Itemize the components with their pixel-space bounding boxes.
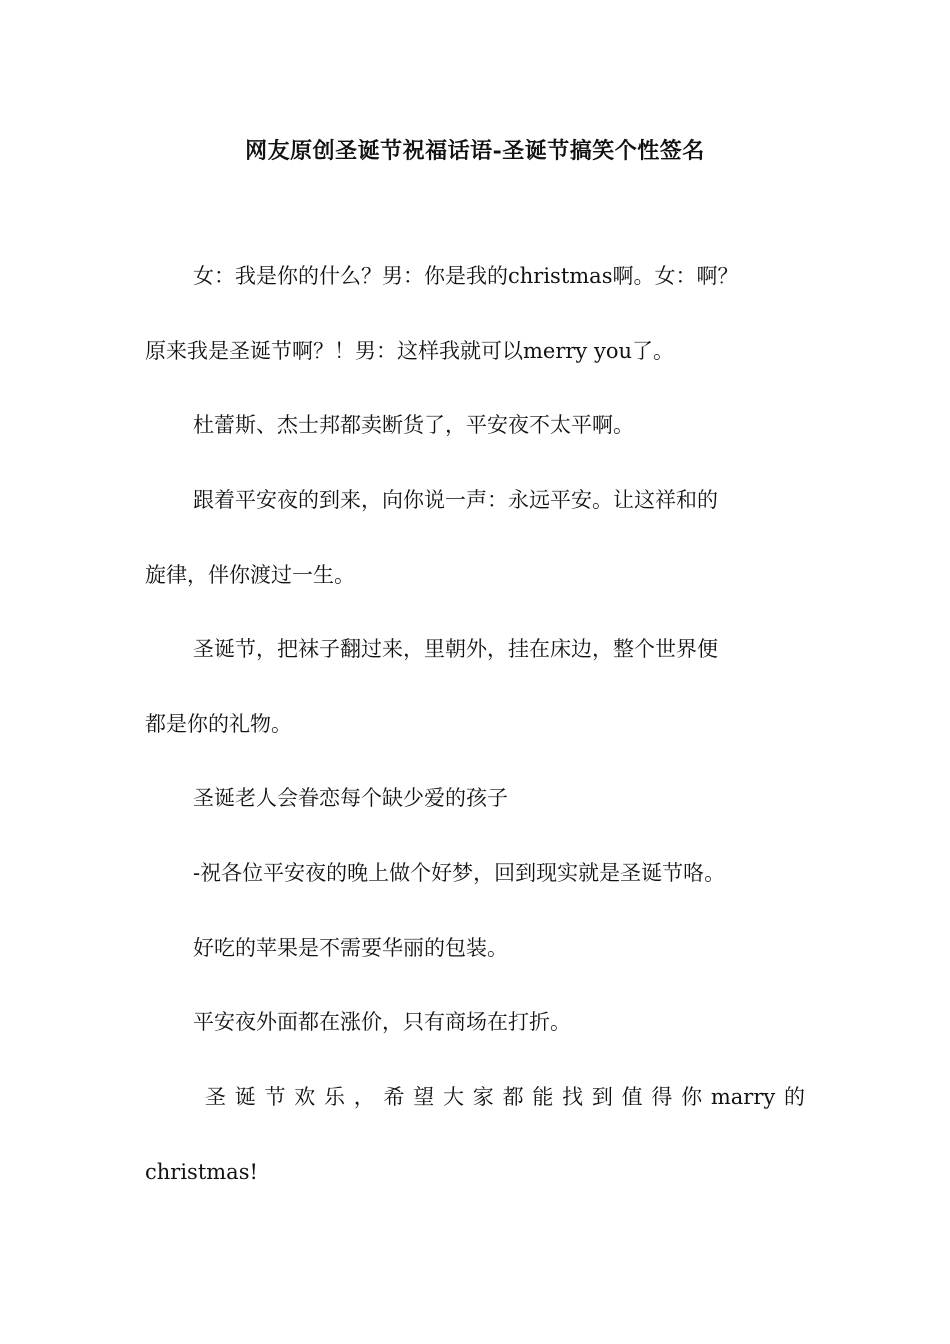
paragraph-line: 好吃的苹果是不需要华丽的包装。 xyxy=(193,936,508,960)
paragraph-line: 女：我是你的什么？男：你是我的christmas啊。女：啊？ xyxy=(193,264,739,288)
paragraph-line: 平安夜外面都在涨价，只有商场在打折。 xyxy=(193,1010,571,1034)
document-title: 网友原创圣诞节祝福话语-圣诞节搞笑个性签名 xyxy=(245,138,705,164)
paragraph-line: 圣诞老人会眷恋每个缺少爱的孩子 xyxy=(193,786,508,810)
paragraph-line: 圣诞节欢乐，希望大家都能找到值得你marry的 xyxy=(205,1085,805,1109)
paragraph-line: 圣诞节，把袜子翻过来，里朝外，挂在床边，整个世界便 xyxy=(193,637,718,661)
paragraph-line: 旋律，伴你渡过一生。 xyxy=(145,563,355,587)
paragraph-line: 原来我是圣诞节啊？！男：这样我就可以merry you了。 xyxy=(145,339,674,363)
paragraph-line: 都是你的礼物。 xyxy=(145,712,292,736)
paragraph-line: 杜蕾斯、杰士邦都卖断货了，平安夜不太平啊。 xyxy=(193,413,634,437)
paragraph-line: 跟着平安夜的到来，向你说一声：永远平安。让这祥和的 xyxy=(193,488,718,512)
paragraph-line: -祝各位平安夜的晚上做个好梦，回到现实就是圣诞节咯。 xyxy=(193,861,726,885)
paragraph-line: christmas! xyxy=(145,1160,258,1184)
